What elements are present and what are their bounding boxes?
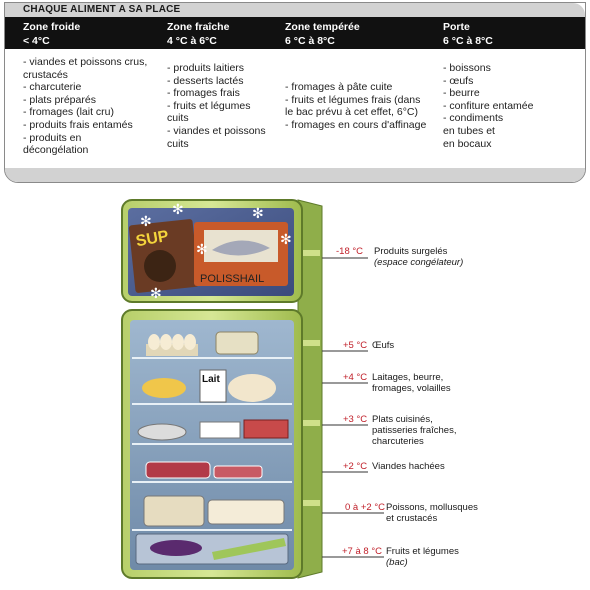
list-item: - boissons [443,62,491,74]
temperature-label: +3 °C [343,414,368,425]
list-item: - fruits et légumes [167,99,251,112]
list-item: le bac prévu à cet effet, 6°C) [285,106,418,119]
temperature-label: +7 à 8 °C [342,546,382,557]
frozen-cookie [144,250,176,282]
annotation-text: Plats cuisinés, patisseries fraîches, charcuteries [372,414,457,447]
list-item: - produits frais entamés [23,118,133,131]
temperature-label: -18 °C [336,246,364,257]
list-item: crustacés [23,68,68,81]
column-header-porte: Porte 6 °C à 8°C [443,21,493,47]
list-item: - plats préparés [23,93,96,106]
list-item: - fruits et légumes frais (dans [285,93,421,106]
temperature-label: +5 °C [343,340,368,351]
annotation-text: Poissons, mollusques et crustacés [386,502,478,524]
list-item: - produits laitiers [167,62,245,74]
freezer-brand-label: POLISSHAIL [200,273,265,285]
list-item: - œufs [443,74,474,87]
svg-text:✻: ✻ [140,214,152,230]
fish-tray [208,500,284,524]
poultry [228,374,276,402]
butter-dish [216,332,258,354]
column-header-zone-fraiche: Zone fraîche 4 °C à 6°C [167,21,230,47]
list-item: - fromages à pâte cuite [285,81,393,93]
list-item: cuits [167,137,189,150]
door-shelf [302,500,320,506]
svg-text:✻: ✻ [196,242,208,258]
svg-text:✻: ✻ [172,202,184,218]
annotation-text: Fruits et légumes (bac) [386,546,459,568]
freezer-box-label: SUP [134,227,171,251]
list-item: - viandes et poissons [167,124,266,137]
milk-label: Lait [202,374,220,385]
door-shelf [302,250,320,256]
svg-text:✻: ✻ [150,286,162,302]
list-item: - beurre [443,87,480,100]
list-item: cuits [167,112,189,125]
charcuterie-tray [244,420,288,438]
list-item: - condiments [443,112,504,125]
minced-meat-tray [214,466,262,478]
list-item: - fromages frais [167,87,240,100]
cheese-wheel [142,378,186,398]
list-item: - fromages en cours d'affinage [285,118,427,131]
column-header-zone-froide: Zone froide < 4°C [23,21,81,47]
annotation-text: Viandes hachées [372,461,445,472]
minced-meat-tray [146,462,210,478]
eggplant [150,540,202,556]
list-item: - desserts lactés [167,74,244,87]
svg-text:✻: ✻ [252,206,264,222]
list-item: - confiture entamée [443,99,534,112]
prepared-dish [138,424,186,440]
door-shelf [302,340,320,346]
list-item: décongélation [23,144,89,157]
seafood-tray [144,496,204,526]
svg-text:✻: ✻ [280,232,292,248]
temperature-label: +4 °C [343,372,368,383]
pastry-tray [200,422,240,438]
list-item: - produits en [23,131,82,144]
list-item: - viandes et poissons crus, [23,56,148,68]
door-shelf [302,420,320,426]
temperature-label: 0 à +2 °C [345,502,385,513]
annotation-text: Œufs [372,340,395,351]
list-item: en bocaux [443,137,492,150]
list-item: - fromages (lait cru) [23,106,115,119]
column-header-zone-temperee: Zone tempérée 6 °C à 8°C [285,21,360,47]
annotation-text: Laitages, beurre, fromages, volailles [372,372,451,394]
list-item: - charcuterie [23,81,82,94]
table-title: CHAQUE ALIMENT A SA PLACE [5,3,585,17]
annotation-text: Produits surgelés (espace congélateur) [374,246,464,268]
temperature-label: +2 °C [343,461,368,472]
list-item: en tubes et [443,124,495,137]
